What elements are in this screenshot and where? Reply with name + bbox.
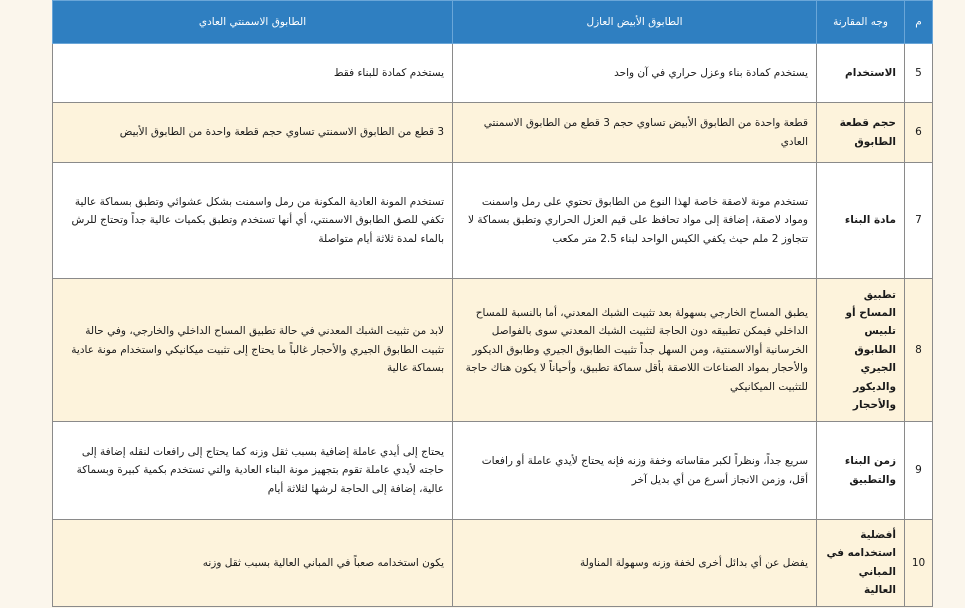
table-row	[53, 520, 933, 607]
row-num: 10	[905, 520, 933, 607]
row-aspect: مادة البناء	[817, 163, 905, 279]
row-aspect: حجم قطعة الطابوق	[817, 103, 905, 163]
header-cement-brick: الطابوق الاسمنتي العادي	[53, 1, 453, 44]
row-white-brick: تستخدم مونة لاصقة خاصة لهذا النوع من الطابوق تحتوي على رمل واسمنت ومواد لاصقة، إضافة إلى مواد تحافظ على قيم العزل الحراري وتطبق بسماكة لا تتجاوز 2 ملم حيث يكفي الكيس الواحد لبناء 2.5 متر مكعب	[453, 163, 817, 279]
table-row	[53, 163, 933, 279]
row-aspect: تطبيق المساح أو تلبيس الطابوق الجيري والديكور والأحجار	[817, 279, 905, 422]
row-white-brick: قطعة واحدة من الطابوق الأبيض تساوي حجم 3 قطع من الطابوق الاسمنتي العادي	[453, 103, 817, 163]
row-num: 7	[905, 163, 933, 279]
row-num: 6	[905, 103, 933, 163]
table-row	[53, 279, 933, 422]
table-header-row	[53, 1, 933, 44]
table-row	[53, 422, 933, 520]
row-cement-brick: يستخدم كمادة للبناء فقط	[53, 44, 453, 103]
table-row	[53, 103, 933, 163]
row-cement-brick: لابد من تثبيت الشبك المعدني في حالة تطبيق المساح الداخلي والخارجي، وفي حالة تثبيت الطابوق الجيري والأحجار غالباً ما يحتاج إلى تثبيت ميكانيكي واستخدام مونة عادية بسماكة عالية	[53, 279, 453, 422]
row-white-brick: يطبق المساح الخارجي بسهولة بعد تثبيت الشبك المعدني، أما بالنسبة للمساح الداخلي فيمكن تطبيقه دون الحاجة لتثبيت الشبك المعدني سوى بالفواصل الخرسانية أوالاسمنتية، ومن السهل جداً تثبيت الطابوق الجيري وطابوق الديكور والأحجار بمواد الصناعات اللاصقة بأقل سماكة تطبيق، وأحياناً لا يكون هناك حاجة للتثبيت الميكانيكي	[453, 279, 817, 422]
row-num: 8	[905, 279, 933, 422]
row-cement-brick: يحتاج إلى أيدي عاملة إضافية بسبب ثقل وزنه كما يحتاج إلى رافعات لنقله إضافة إلى حاجته لأيدي عاملة تقوم بتجهيز مونة البناء العادية والتي تستخدم بكمية كبيرة وبسماكة عالية، إضافة إلى الحاجة لرشها لثلاثة أيام	[53, 422, 453, 520]
header-num: م	[905, 1, 933, 44]
row-cement-brick: يكون استخدامه صعباً في المباني العالية بسبب ثقل وزنه	[53, 520, 453, 607]
row-white-brick: يفضل عن أي بدائل أخرى لخفة وزنه وسهولة المناولة	[453, 520, 817, 607]
row-cement-brick: تستخدم المونة العادية المكونة من رمل واسمنت بشكل عشوائي وتطبق بسماكة عالية تكفي للصق الطابوق الاسمنتي، أي أنها تستخدم وتطبق بكميات عالية جداً وتحتاج للرش بالماء لمدة ثلاثة أيام متواصلة	[53, 163, 453, 279]
comparison-table	[52, 0, 933, 607]
row-num: 5	[905, 44, 933, 103]
row-aspect: أفضلية استخدامه في المباني العالية	[817, 520, 905, 607]
header-white-brick: الطابوق الأبيض العازل	[453, 1, 817, 44]
row-white-brick: يستخدم كمادة بناء وعزل حراري في آن واحد	[453, 44, 817, 103]
row-num: 9	[905, 422, 933, 520]
row-aspect: زمن البناء والتطبيق	[817, 422, 905, 520]
row-white-brick: سريع جداً، ونظراً لكبر مقاساته وخفة وزنه فإنه يحتاج لأيدي عاملة أو رافعات أقل، وزمن الانجاز أسرع من أي بديل آخر	[453, 422, 817, 520]
header-aspect: وجه المقارنة	[817, 1, 905, 44]
row-aspect: الاستخدام	[817, 44, 905, 103]
row-cement-brick: 3 قطع من الطابوق الاسمنتي تساوي حجم قطعة واحدة من الطابوق الأبيض	[53, 103, 453, 163]
page	[52, 0, 932, 608]
table-row	[53, 44, 933, 103]
